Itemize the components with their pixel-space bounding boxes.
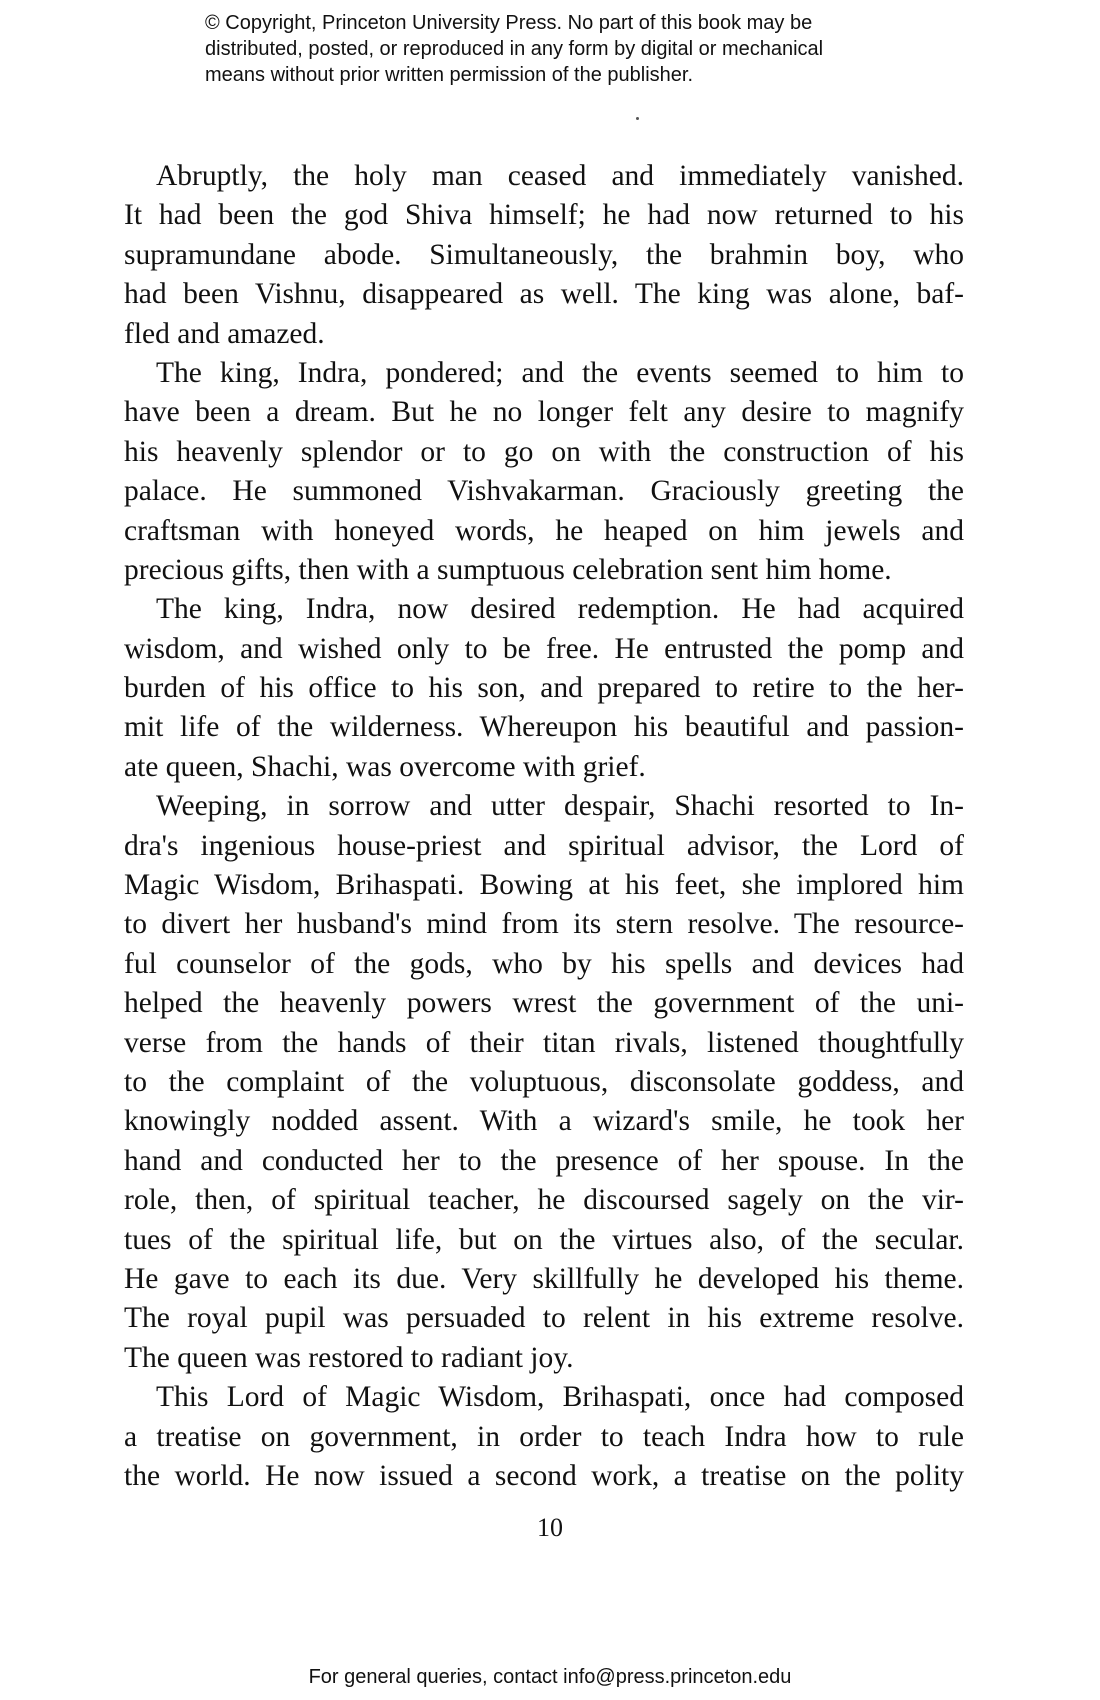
text-line: a treatise on government, in order to teach Indra how to rule: [124, 1420, 964, 1453]
text-line: craftsman with honeyed words, he heaped on him jewels and: [124, 514, 964, 547]
text-line: dra's ingenious house-priest and spiritual advisor, the Lord of: [124, 829, 964, 862]
copyright-line: means without prior written permission of the publisher.: [205, 64, 694, 86]
text-line: ate queen, Shachi, was overcome with grief.: [124, 750, 646, 783]
text-line: burden of his office to his son, and prepared to retire to the her-: [124, 672, 964, 705]
text-line: to divert her husband's mind from its stern resolve. The resource-: [124, 908, 964, 941]
text-line: precious gifts, then with a sumptuous celebration sent him home.: [124, 553, 892, 586]
text-line: This Lord of Magic Wisdom, Brihaspati, once had composed: [156, 1381, 964, 1414]
text-line: hand and conducted her to the presence of her spouse. In the: [124, 1144, 964, 1177]
text-line: had been Vishnu, disappeared as well. The king was alone, baf-: [124, 278, 964, 311]
text-line: Abruptly, the holy man ceased and immediately vanished.: [156, 160, 964, 192]
text-line: palace. He summoned Vishvakarman. Graciously greeting the: [124, 475, 964, 508]
text-line: supramundane abode. Simultaneously, the brahmin boy, who: [124, 238, 964, 271]
footer-contact: For general queries, contact info@press.princeton.edu: [308, 1666, 792, 1688]
text-line: tues of the spiritual life, but on the virtues also, of the secular.: [124, 1223, 964, 1256]
text-line: knowingly nodded assent. With a wizard's smile, he took her: [124, 1105, 964, 1138]
text-line: wisdom, and wished only to be free. He entrusted the pomp and: [124, 632, 964, 665]
body-text: [124, 157, 964, 1496]
text-line: to the complaint of the voluptuous, disconsolate goddess, and: [124, 1065, 964, 1098]
copyright-notice: [205, 10, 925, 88]
text-line: The queen was restored to radiant joy.: [124, 1341, 574, 1374]
text-line: Magic Wisdom, Brihaspati. Bowing at his feet, she implored him: [124, 869, 964, 902]
text-line: helped the heavenly powers wrest the government of the uni-: [124, 987, 964, 1020]
text-line: ful counselor of the gods, who by his spells and devices had: [124, 947, 964, 980]
copyright-line: distributed, posted, or reproduced in any form by digital or mechanical: [205, 38, 824, 60]
text-line: The royal pupil was persuaded to relent in his extreme resolve.: [124, 1302, 964, 1335]
text-line: have been a dream. But he no longer felt any desire to magnify: [124, 396, 964, 429]
text-line: mit life of the wilderness. Whereupon his beautiful and passion-: [124, 711, 964, 744]
text-line: It had been the god Shiva himself; he had now returned to his: [124, 199, 964, 232]
text-line: his heavenly splendor or to go on with the construction of his: [124, 435, 964, 468]
text-line: role, then, of spiritual teacher, he discoursed sagely on the vir-: [124, 1184, 964, 1217]
copyright-line: © Copyright, Princeton University Press. No part of this book may be: [205, 12, 813, 34]
text-line: the world. He now issued a second work, a treatise on the polity: [124, 1459, 964, 1492]
scan-speck: [636, 117, 639, 120]
text-line: verse from the hands of their titan rivals, listened thoughtfully: [124, 1026, 964, 1059]
text-line: The king, Indra, pondered; and the events seemed to him to: [156, 356, 964, 389]
text-line: The king, Indra, now desired redemption. He had acquired: [156, 593, 964, 626]
page-number: 10: [537, 1513, 563, 1542]
text-line: Weeping, in sorrow and utter despair, Shachi resorted to In-: [156, 790, 964, 823]
text-line: He gave to each its due. Very skillfully he developed his theme.: [124, 1262, 964, 1295]
text-line: fled and amazed.: [124, 317, 325, 350]
